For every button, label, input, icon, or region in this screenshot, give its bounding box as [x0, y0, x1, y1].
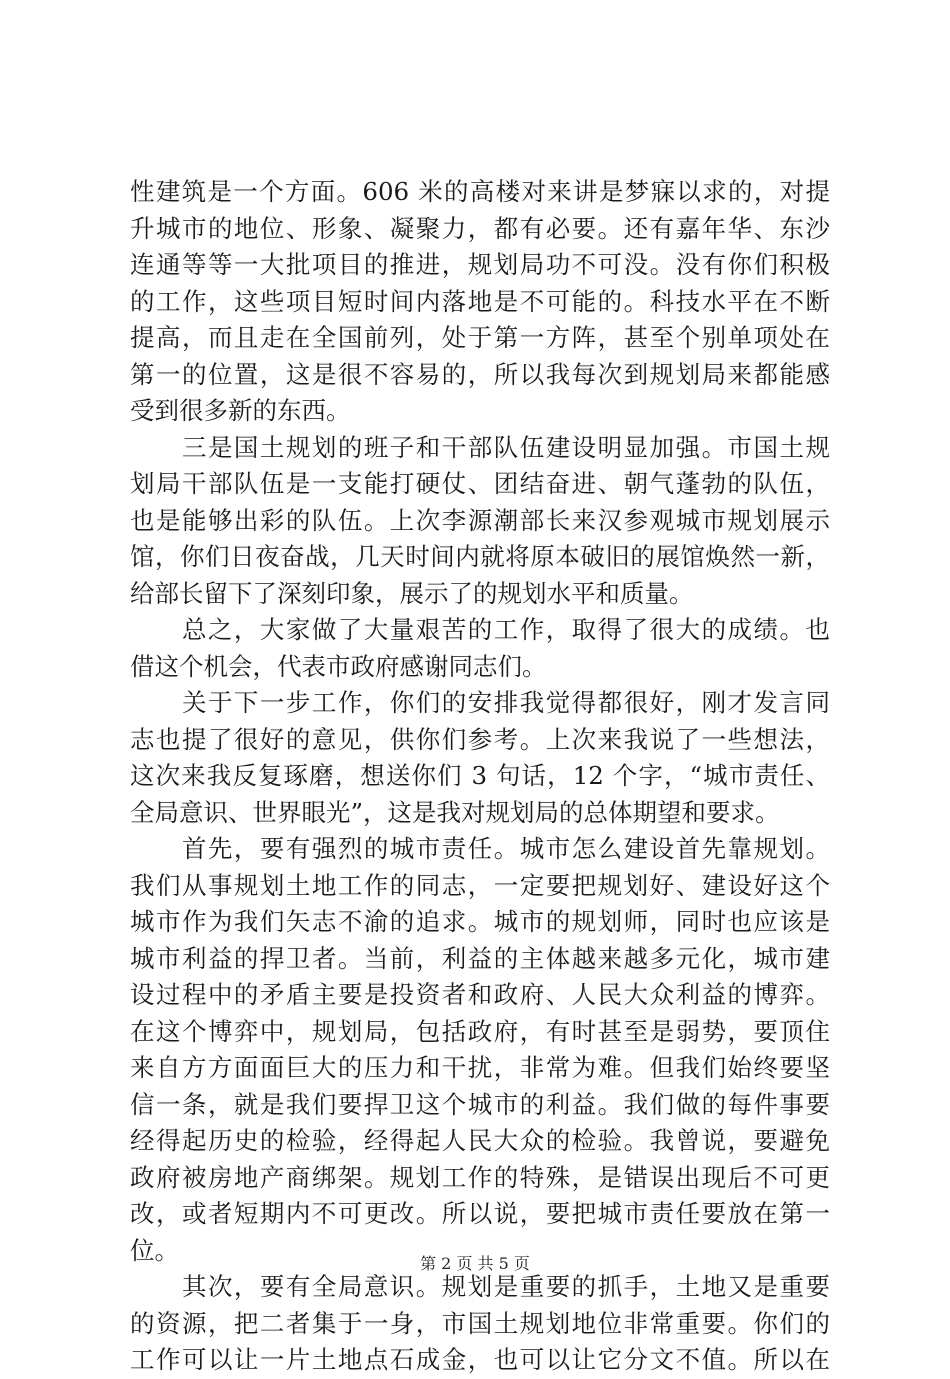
text-line: 的资源，把二者集于一身，市国土规划地位非常重要。你们的 — [130, 1308, 830, 1338]
page-footer: 第 2 页 共 5 页 — [420, 1254, 530, 1273]
text-line: 政府被房地产商绑架。规划工作的特殊，是错误出现后不可更 — [130, 1162, 830, 1192]
text-line: 性建筑是一个方面。606 米的高楼对来讲是梦寐以求的，对提 — [130, 177, 830, 206]
text-line: 在这个博弈中，规划局，包括政府，有时甚至是弱势，要顶住 — [130, 1016, 830, 1046]
text-line: 受到很多新的东西。 — [130, 396, 351, 425]
text-line: 这次来我反复琢磨，想送你们 3 句话，12 个字，“城市责任、 — [130, 761, 830, 790]
text-line: 来自方方面面巨大的压力和干扰，非常为难。但我们始终要坚 — [130, 1053, 830, 1082]
text-line: 划局干部队伍是一支能打硬仗、团结奋进、朝气蓬勃的队伍， — [130, 469, 830, 498]
text-line: 工作可以让一片土地点石成金，也可以让它分文不值。所以在 — [130, 1345, 830, 1374]
text-line: 其次，要有全局意识。规划是重要的抓手，土地又是重要 — [130, 1272, 830, 1301]
text-line: 提高，而且走在全国前列，处于第一方阵，甚至个别单项处在 — [130, 323, 830, 352]
text-line: 首先，要有强烈的城市责任。城市怎么建设首先靠规划。 — [130, 834, 830, 863]
text-line: 借这个机会，代表市政府感谢同志们。 — [130, 651, 547, 681]
text-line: 设过程中的矛盾主要是投资者和政府、人民大众利益的博弈。 — [130, 980, 830, 1009]
text-line: 总之，大家做了大量艰苦的工作，取得了很大的成绩。也 — [130, 615, 830, 644]
text-line: 城市作为我们矢志不渝的追求。城市的规划师，同时也应该是 — [130, 907, 830, 936]
text-line: 信一条，就是我们要捍卫这个城市的利益。我们做的每件事要 — [130, 1089, 830, 1119]
text-line: 我们从事规划土地工作的同志，一定要把规划好、建设好这个 — [130, 870, 830, 900]
text-line: 关于下一步工作，你们的安排我觉得都很好，刚才发言同 — [130, 688, 830, 717]
text-line: 也是能够出彩的队伍。上次李源潮部长来汉参观城市规划展示 — [130, 505, 830, 535]
text-line: 改，或者短期内不可更改。所以说，要把城市责任要放在第一 — [130, 1199, 830, 1228]
text-line: 位。 — [130, 1235, 179, 1265]
text-line: 志也提了很好的意见，供你们参考。上次来我说了一些想法， — [130, 724, 830, 754]
text-line: 馆，你们日夜奋战，几天时间内就将原本破旧的展馆焕然一新， — [130, 542, 830, 571]
text-line: 第一的位置，这是很不容易的，所以我每次到规划局来都能感 — [130, 359, 830, 389]
text-line: 经得起历史的检验，经得起人民大众的检验。我曾说，要避免 — [130, 1126, 830, 1155]
text-line: 升城市的地位、形象、凝聚力，都有必要。还有嘉年华、东沙 — [130, 213, 830, 243]
text-line: 城市利益的捍卫者。当前，利益的主体越来越多元化，城市建 — [130, 943, 830, 973]
document-body — [130, 174, 830, 1379]
text-line: 三是国土规划的班子和干部队伍建设明显加强。市国土规 — [130, 432, 830, 462]
text-line: 给部长留下了深刻印象，展示了的规划水平和质量。 — [130, 578, 694, 608]
text-line: 的工作，这些项目短时间内落地是不可能的。科技水平在不断 — [130, 286, 830, 316]
text-line: 全局意识、世界眼光”，这是我对规划局的总体期望和要求。 — [130, 797, 780, 827]
text-line: 连通等等一大批项目的推进，规划局功不可没。没有你们积极 — [130, 250, 830, 279]
